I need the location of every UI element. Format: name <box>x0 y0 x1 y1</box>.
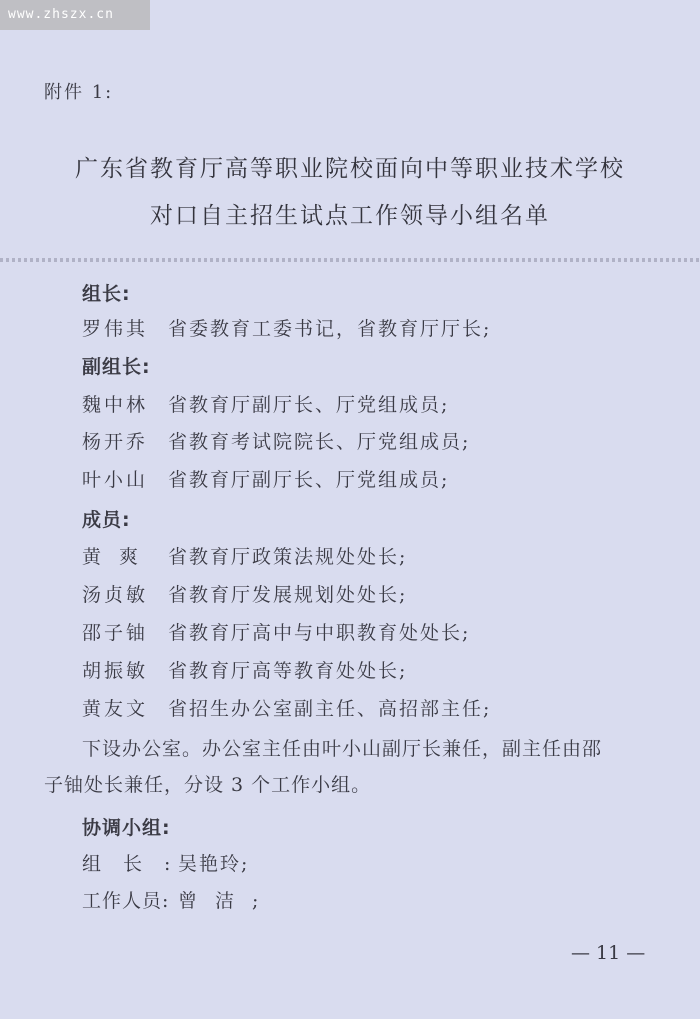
coord-staff-value: 曾洁; <box>178 890 277 912</box>
member-row <box>82 542 407 569</box>
member-name: 魏中林 <box>82 394 149 416</box>
member-name: 汤贞敏 <box>82 584 149 606</box>
member-row <box>82 465 449 492</box>
member-name: 杨开乔 <box>82 431 149 453</box>
member-title: 省教育厅政策法规处处长; <box>168 546 408 568</box>
attachment-label: 附件 1: <box>44 82 114 103</box>
member-row <box>82 656 407 683</box>
document-title-line-1: 广东省教育厅高等职业院校面向中等职业技术学校 <box>75 156 625 182</box>
member-row <box>82 427 470 454</box>
member-name: 黄爽 <box>82 546 157 568</box>
coord-leader-value: 吴艳玲; <box>178 853 250 875</box>
member-title: 省教育厅发展规划处处长; <box>168 584 408 606</box>
watermark: www.zhszx.cn <box>0 0 150 30</box>
member-title: 省委教育工委书记，省教育厅厅长; <box>168 318 492 340</box>
member-title: 省教育厅高等教育处处长; <box>168 660 408 682</box>
section-label-leader: 组长: <box>82 283 131 305</box>
member-row <box>82 314 491 341</box>
member-name: 罗伟其 <box>82 318 149 340</box>
member-row <box>82 618 470 645</box>
section-label-members: 成员: <box>82 509 131 531</box>
member-name: 邵子铀 <box>82 622 149 644</box>
member-title: 省教育考试院院长、厅党组成员; <box>168 431 471 453</box>
member-name: 胡振敏 <box>82 660 149 682</box>
member-name: 黄友文 <box>82 698 149 720</box>
coord-leader-key: 组长: <box>82 853 193 875</box>
member-title: 省招生办公室副主任、高招部主任; <box>168 698 492 720</box>
coord-staff-row <box>82 886 276 913</box>
member-title: 省教育厅副厅长、厅党组成员; <box>168 469 450 491</box>
member-row <box>82 580 407 607</box>
member-title: 省教育厅高中与中职教育处处长; <box>168 622 471 644</box>
coord-group-label: 协调小组: <box>82 817 171 839</box>
page-number: — 11 — <box>571 942 646 964</box>
office-paragraph-line-1: 下设办公室。办公室主任由叶小山副厅长兼任，副主任由邵 <box>82 738 603 760</box>
coord-staff-key: 工作人员: <box>82 890 170 912</box>
office-paragraph-line-2: 子铀处长兼任，分设 3 个工作小组。 <box>44 774 372 796</box>
member-name: 叶小山 <box>82 469 149 491</box>
member-row <box>82 694 491 721</box>
document-title-line-2: 对口自主招生试点工作领导小组名单 <box>150 203 550 229</box>
member-row <box>82 390 449 417</box>
scan-divider <box>0 258 700 262</box>
coord-leader-row <box>82 849 249 876</box>
section-label-vice-leaders: 副组长: <box>82 356 151 378</box>
member-title: 省教育厅副厅长、厅党组成员; <box>168 394 450 416</box>
